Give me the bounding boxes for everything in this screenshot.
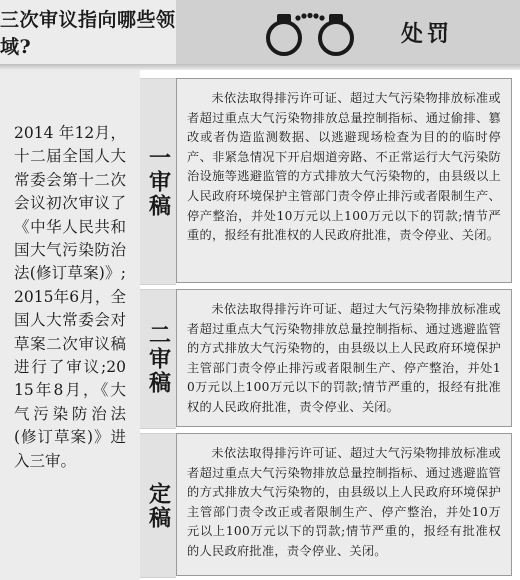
stage-text: 未依法取得排污许可证、超过大气污染物排放标准或者超过重点大气污染物排放总量控制指标、通过逃避监管的方式排放大气污染物的，由县级以上人民政府环境保护主管部门责令改正或者限制生产、停产整治，并处10万元以上100万元以下的罚款;情节严重的，报经有批准权的人民政府批准，责令停业、关闭。 — [187, 446, 501, 558]
stage-label-text: 一审稿 — [145, 145, 171, 218]
penalty-heading: 处罚 — [400, 20, 453, 47]
stage-box-first-draft — [176, 78, 512, 283]
stage-box-final-draft — [176, 433, 512, 576]
handcuffs-icon — [262, 8, 358, 60]
stage-box-second-draft — [176, 289, 512, 427]
page-title: 三次审议指向哪些领域? — [0, 0, 177, 64]
stage-text: 未依法取得排污许可证、超过大气污染物排放标准或者超过重点大气污染物排放总量控制指标、通过偷排、篡改或者伪造监测数据、以逃避现场检查为目的的临时停产、非紧急情况下开启烟道旁路、不正常运行大气污染防治设施等逃避监管的方式排放大气污染物的，由县级以上人民政府环境保护主管部门责令停止排污或者限制生产、停产整治，并处10万元以上100万元以下的罚款;情节严重的，报经有批准权的人民政府批准，责令停业、关闭。 — [187, 91, 501, 243]
stage-label-text: 二审稿 — [145, 323, 171, 395]
stage-label-final-draft — [140, 433, 176, 578]
stage-label-first-draft — [140, 78, 176, 285]
stage-text: 未依法取得排污许可证、超过大气污染物排放标准或者超过重点大气污染物排放总量控制指标、通过逃避监管的方式排放大气污染物的，由县级以上人民政府环境保护主管部门责令停止排污或者限制生产、停产整治，并处10万元以上100万元以下的罚款;情节严重的，报经有批准权的人民政府批准，责令停业、关闭。 — [187, 302, 501, 414]
stage-label-text: 定稿 — [145, 481, 171, 530]
stage-label-second-draft — [140, 289, 176, 429]
intro-text: 2014 年12月，十二届全国人大常委会第十二次会议初次审议了《中华人民共和国大气污染防治法(修订草案)》;2015年6月，全国人大常委会对草案二次审议稿进行了审议;2015年8月，《大气污染防治法(修订草案)》进入三审。 — [14, 124, 126, 470]
intro-panel — [0, 70, 140, 580]
